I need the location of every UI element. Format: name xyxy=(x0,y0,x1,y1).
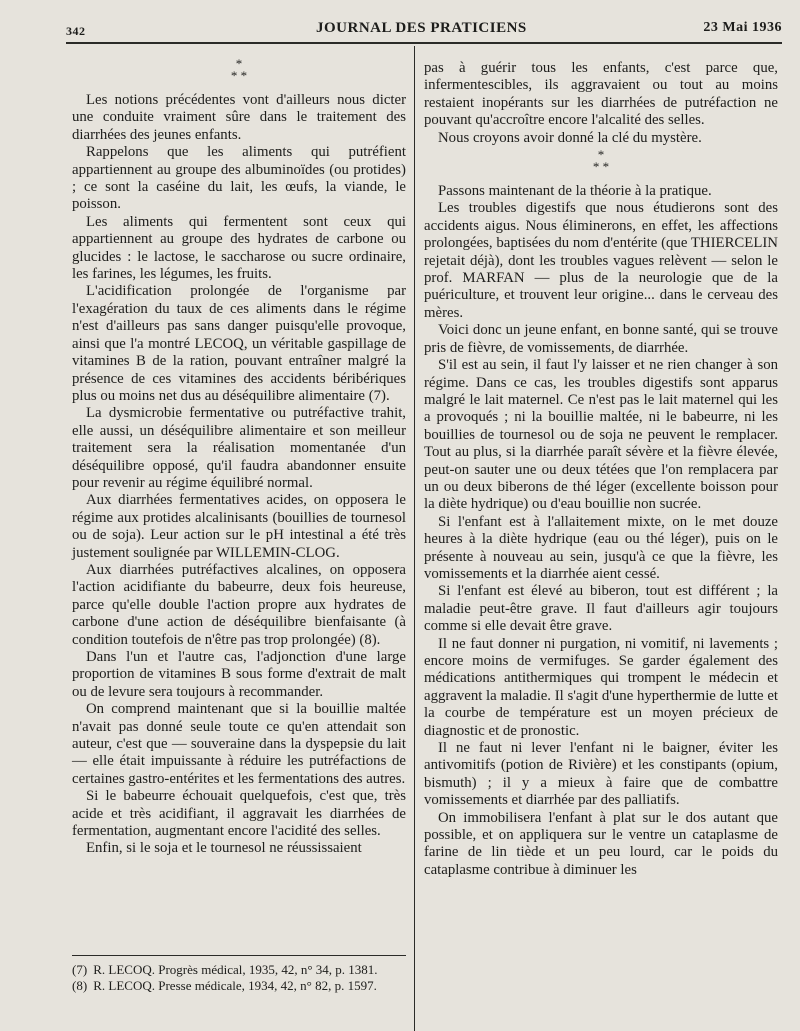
footnotes xyxy=(72,955,406,994)
footnote-text: R. LECOQ. Progrès médical, 1935, 42, n° 34, p. 1381. xyxy=(93,962,378,977)
issue-date: 23 Mai 1936 xyxy=(703,20,782,35)
footnote-number: (7) xyxy=(72,962,88,977)
header-rule xyxy=(66,42,782,44)
paragraph: L'acidification prolongée de l'organisme par l'exagération du taux de ces aliments dans le régime n'est d'ailleurs pas sans danger puisqu'elle provoque, ainsi que l'a montré LECOQ, un véritable gaspillage de vitamines B de la ration, pouvant entraîner malgré la présence de ces vitamines des accidents béribériques plus ou moins net dus au déséquilibre alimentaire (7). xyxy=(72,283,406,404)
footnote xyxy=(72,962,406,978)
section-separator: * * * xyxy=(230,56,248,83)
paragraph: Dans l'un et l'autre cas, l'adjonction d'une large proportion de vitamines B sous forme d'extrait de malt ou de levure sera toujours à recommander. xyxy=(72,649,406,700)
right-column xyxy=(424,60,778,879)
journal-title: JOURNAL DES PRATICIENS xyxy=(316,20,527,36)
paragraph: Les troubles digestifs que nous étudierons sont des accidents aigus. Nous éliminerons, en effet, les affections prolongées, baptisées du nom d'entérite (que THIERCELIN rejetait déjà), dont les troubles vagues relèvent — selon le prof. MARFAN — plus de la neurologie que de la puériculture, et trouvent leur origine... dans le cerveau des mères. xyxy=(424,200,778,321)
page-header xyxy=(66,14,782,40)
paragraph: Il ne faut donner ni purgation, ni vomitif, ni lavements ; encore moins de vermifuges. Se garder également des médications antithermiques qui trompent le médecin et aggravent la maladie. Il s'agit d'une hyperthermie de lutte et la courbe de température est un moyen précieux de diagnostic et de pronostic. xyxy=(424,635,778,739)
paragraph: Si l'enfant est élevé au biberon, tout est différent ; la maladie peut-être grave. Il faut d'ailleurs agir toujours comme si elle devait être grave. xyxy=(424,583,778,635)
paragraph: On comprend maintenant que si la bouillie maltée n'avait pas donné seule toute ce qu'en attendait son auteur, c'est que — souveraine dans la dyspepsie du lait — elle était impuissante à réduire les putréfactions de certaines gastro-entérites et les fermentations des autres. xyxy=(72,701,406,787)
paragraph: Passons maintenant de la théorie à la pratique. xyxy=(438,183,712,200)
left-column xyxy=(72,56,406,858)
paragraph: Voici donc un jeune enfant, en bonne santé, qui se trouve pris de fièvre, de vomissements, de diarrhée. xyxy=(424,322,778,356)
paragraph: Nous croyons avoir donné la clé du mystère. xyxy=(438,129,702,146)
paragraph: Aux diarrhées putréfactives alcalines, on opposera l'action acidifiante du babeurre, deux fois heureuse, parce qu'elle double l'action propre aux hydrates de carbone d'une action de déséquilibre bienfaisante (à condition toutefois de n'être pas trop prolongée) (8). xyxy=(72,561,406,648)
paragraph: S'il est au sein, il faut l'y laisser et ne rien changer à son régime. Dans ce cas, les troubles digestifs sont apparus malgré le lait maternel. Ce n'est pas le lait maternel qui les a provoqués ; ni la bouillie maltée, ni le babeurre, ni les bouillies de tournesol ou de soja ne peuvent le remplacer. Tout au plus, si la diarrhée paraît sévère et la fièvre élevée, peut-on sauter une ou deux tétées que l'on remplacera par un ou deux biberons de thé léger (excellente boisson pour la diète hydrique) ou d'eau bouillie non sucrée. xyxy=(424,357,778,513)
page-number: 342 xyxy=(66,24,86,38)
footnote-text: R. LECOQ. Presse médicale, 1934, 42, n° 82, p. 1597. xyxy=(93,978,377,993)
column-divider xyxy=(414,46,415,1031)
footnote xyxy=(72,978,406,994)
paragraph: Les aliments qui fermentent sont ceux qui appartiennent au groupe des hydrates de carbone ou glucides : le lactose, le saccharose ou sucre ordinaire, les farines, les légumes, les fruits. xyxy=(72,213,406,283)
paragraph: Aux diarrhées fermentatives acides, on opposera le régime aux protides alcalinisants (bouillies de tournesol ou de soja). Leur action sur le pH intestinal a été très justement soulignée par WILLEMIN-CLOG. xyxy=(72,492,406,561)
paragraph: La dysmicrobie fermentative ou putréfactive trahit, elle aussi, un déséquilibre alimentaire et son meilleur traitement sera la réalisation momentanée d'un déséquilibre opposé, qu'il faudra abandonner ensuite pour revenir au régime équilibré normal. xyxy=(72,405,406,491)
paragraph: On immobilisera l'enfant à plat sur le dos autant que possible, et on appliquera sur le ventre un cataplasme de farine de lin tiède et un peu lourd, car le poids du cataplasme contribue à diminuer les xyxy=(424,809,778,878)
paragraph: Rappelons que les aliments qui putréfient appartiennent au groupe des albuminoïdes (ou protides) ; ce sont la caséine du lait, les œufs, la viande, le poisson. xyxy=(72,144,406,213)
paragraph: pas à guérir tous les enfants, c'est parce que, infermentescibles, ils aggravaient ou tout au moins restaient inopérants sur les diarrhées de putréfaction ne pouvant qu'accroître encore l'alcalité des selles. xyxy=(424,60,778,129)
paragraph: Les notions précédentes vont d'ailleurs nous dicter une conduite vraiment sûre dans le traitement des diarrhées des jeunes enfants. xyxy=(72,92,406,143)
section-separator: * * * xyxy=(592,147,610,175)
paragraph: Il ne faut ni lever l'enfant ni le baigner, éviter les antivomitifs (potion de Rivière) et les constipants (opium, bismuth) ; il y a mieux à faire que de combattre vomissements et diarrhée par des palliatifs. xyxy=(424,740,778,809)
paragraph: Si le babeurre échouait quelquefois, c'est que, très acide et très acidifiant, il aggravait les diarrhées de fermentation, augmentant encore l'acidité des selles. xyxy=(72,788,406,840)
footnote-number: (8) xyxy=(72,978,88,993)
paragraph: Si l'enfant est à l'allaitement mixte, on le met douze heures à la diète hydrique (eau ou thé léger), puis on le présente à nouveau au sein, jusqu'à ce que la fièvre, les vomissements et la diarrhée aient cessé. xyxy=(424,513,778,582)
paragraph: Enfin, si le soja et le tournesol ne réussissaient xyxy=(86,840,362,857)
